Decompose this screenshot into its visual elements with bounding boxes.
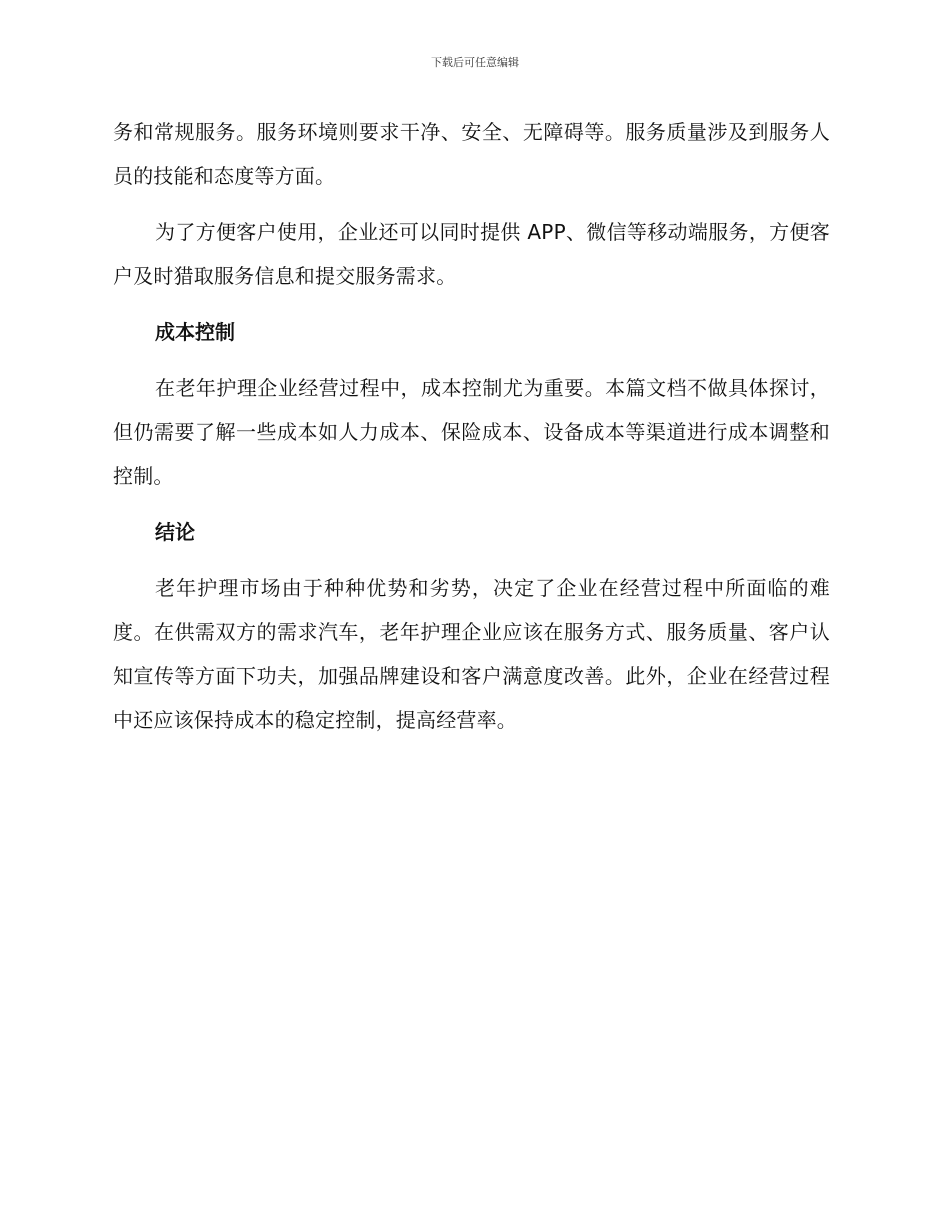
page-header: 下载后可任意编辑 [431, 56, 519, 69]
paragraph-conclusion: 老年护理市场由于种种优势和劣势，决定了企业在经营过程中所面临的难度。在供需双方的需求汽车，老年护理企业应该在服务方式、服务质量、客户认知宣传等方面下功夫，加强品牌建设和客户满意度改善。此外，企业在经营过程中还应该保持成本的稳定控制，提高经营率。 [113, 576, 830, 732]
paragraph-cost-control: 在老年护理企业经营过程中，成本控制尤为重要。本篇文档不做具体探讨，但仍需要了解一些成本如人力成本、保险成本、设备成本等渠道进行成本调整和控制。 [113, 376, 830, 488]
section-heading-conclusion: 结论 [155, 520, 195, 544]
document-body [113, 110, 830, 754]
section-heading-cost-control: 成本控制 [155, 320, 235, 344]
paragraph-mobile-service: 为了方便客户使用，企业还可以同时提供 APP、微信等移动端服务，方便客户及时猎取服务信息和提交服务需求。 [113, 220, 830, 288]
paragraph-service-quality: 务和常规服务。服务环境则要求干净、安全、无障碍等。服务质量涉及到服务人员的技能和态度等方面。 [113, 120, 830, 188]
